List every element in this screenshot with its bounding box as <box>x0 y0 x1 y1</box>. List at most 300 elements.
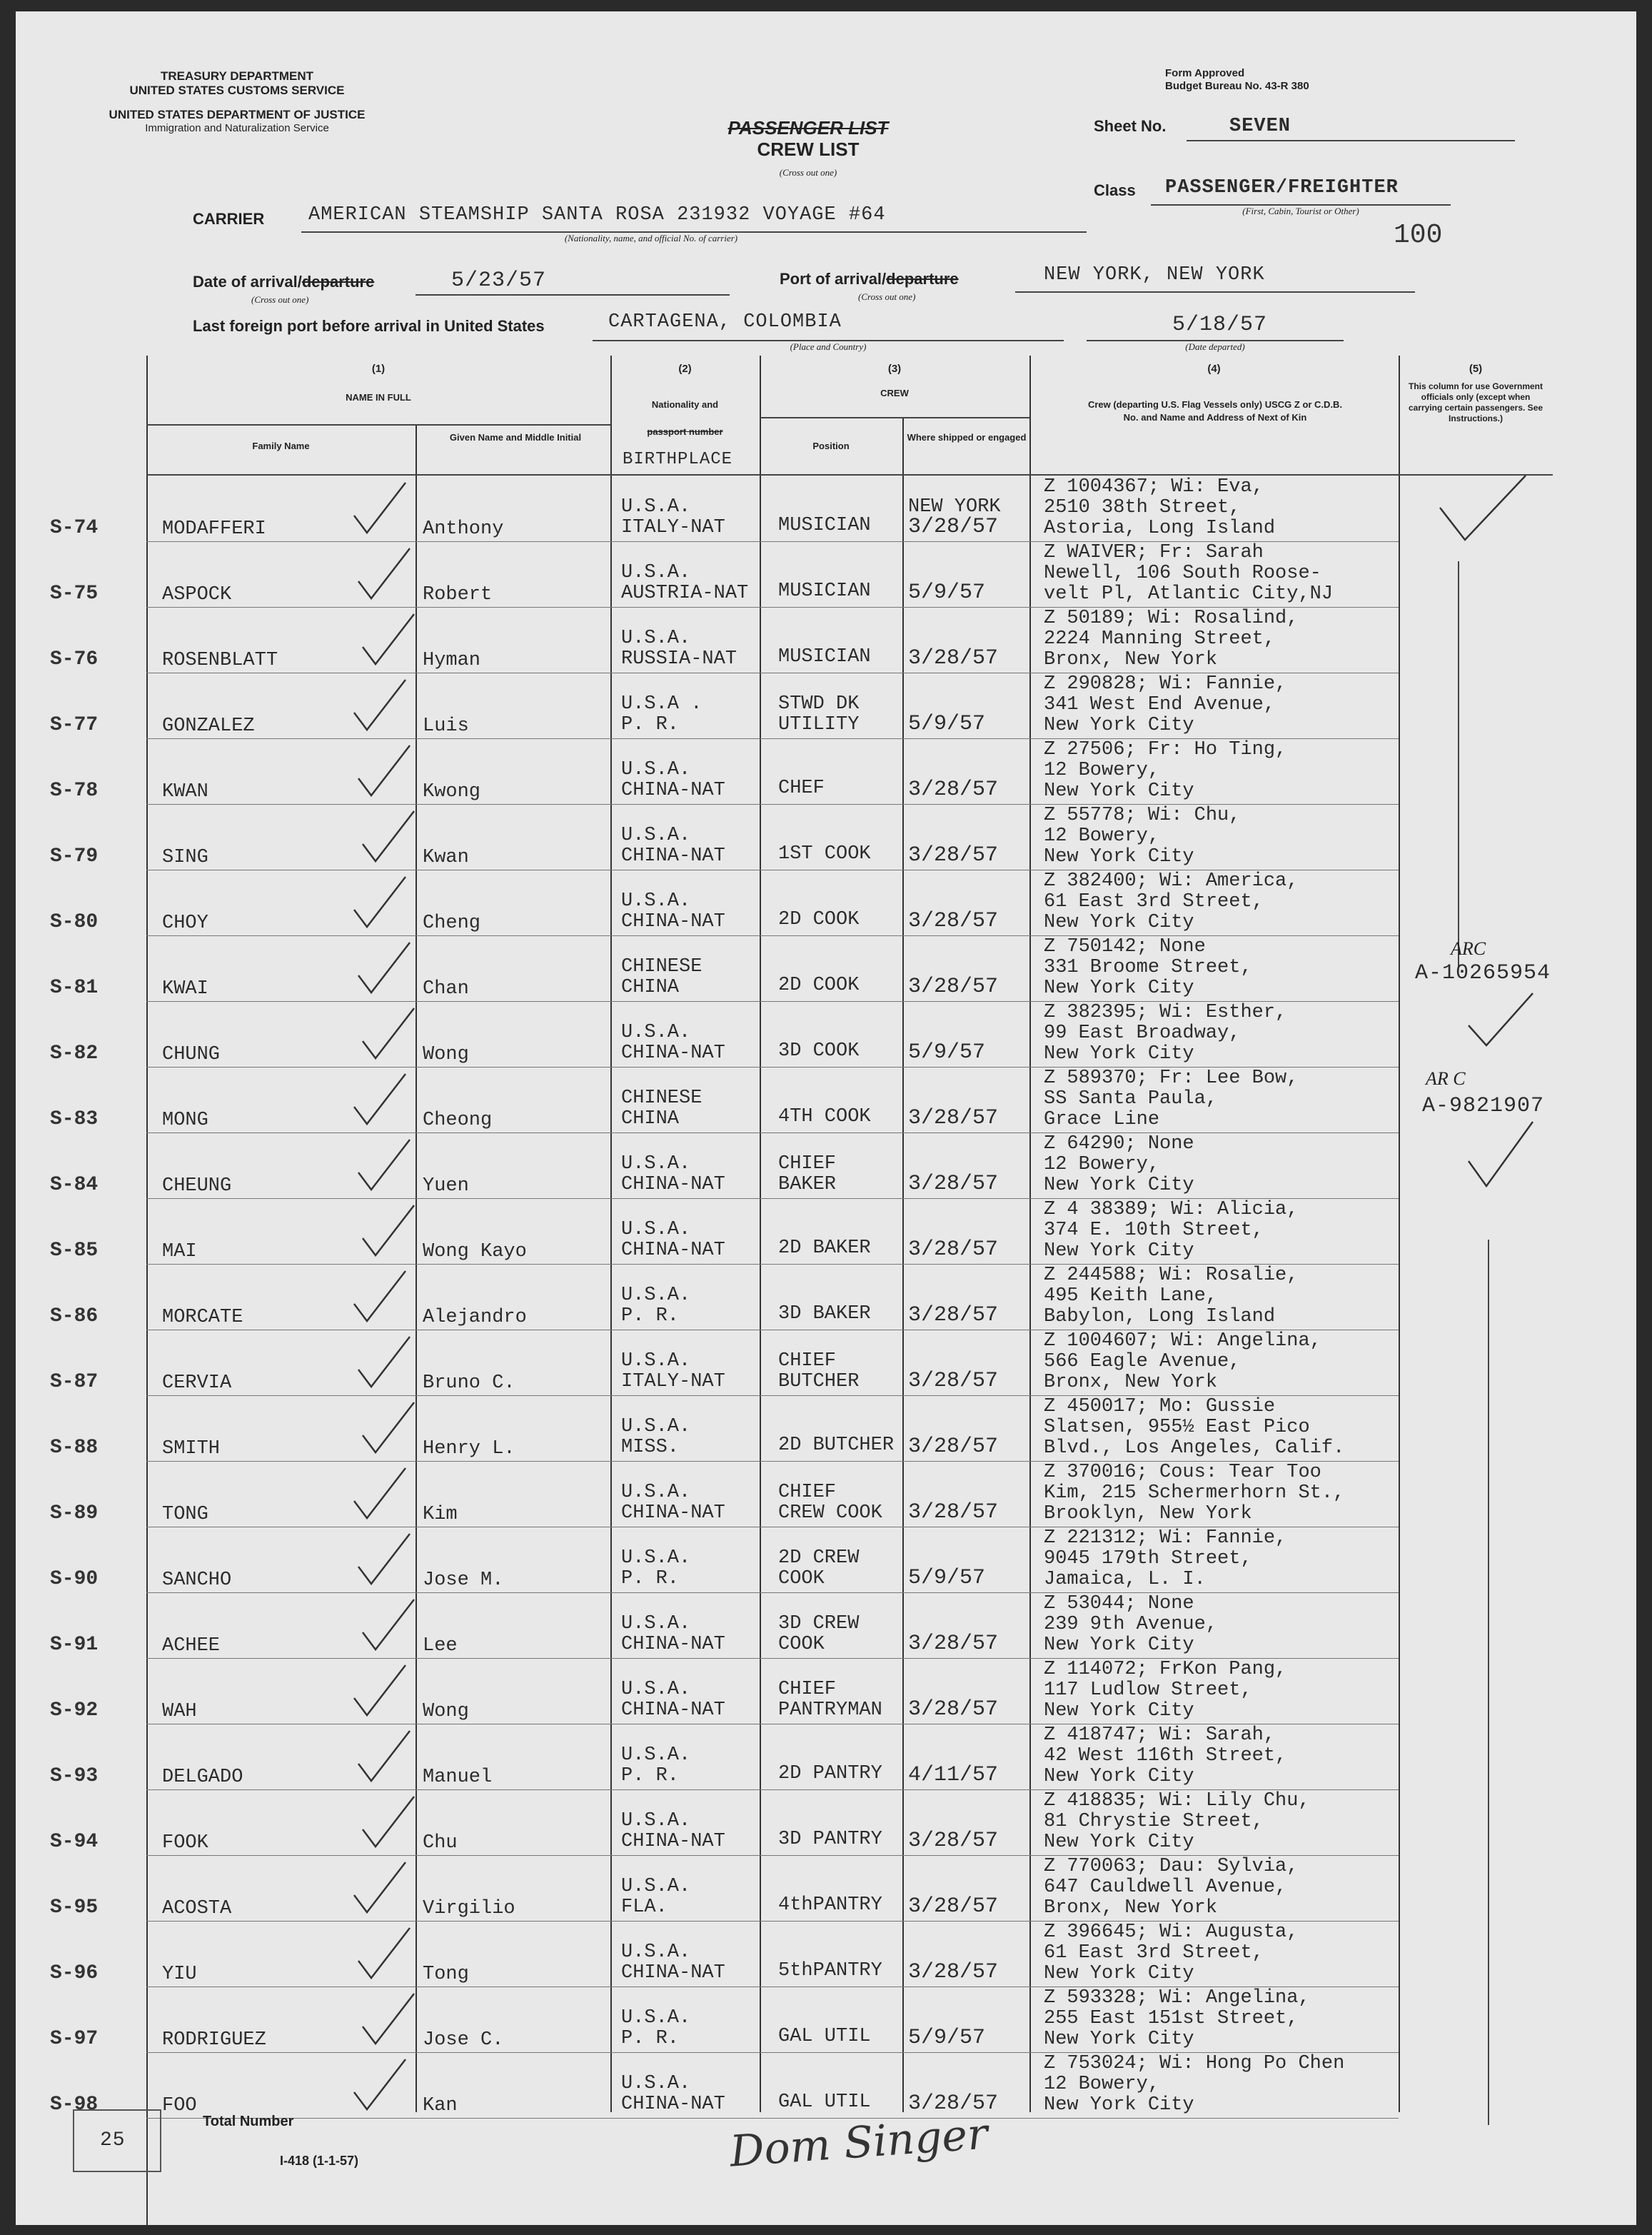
crew-serial-number: S-83 <box>50 1108 99 1130</box>
crew-row <box>16 1395 1636 1461</box>
where-line2: 3/28/57 <box>908 1894 999 1919</box>
check-mark-icon <box>351 2056 407 2112</box>
nationality-line2: CHINA-NAT <box>621 1634 725 1655</box>
next-of-kin-line2: 239 9th Avenue, <box>1044 1614 1218 1635</box>
crew-row <box>16 870 1636 935</box>
family-name: ROSENBLATT <box>162 650 278 671</box>
next-of-kin-line2: 255 East 151st Street, <box>1044 2008 1299 2029</box>
crew-row <box>16 1658 1636 1724</box>
given-name: Manuel <box>423 1767 493 1788</box>
crew-serial-number: S-85 <box>50 1240 99 1262</box>
crew-serial-number: S-74 <box>50 517 99 539</box>
col5-check-s84 <box>1465 1118 1536 1197</box>
next-of-kin-line2: 12 Bowery, <box>1044 1154 1160 1175</box>
next-of-kin-line1: Z 450017; Mo: Gussie <box>1044 1396 1276 1417</box>
nationality-line1: U.S.A. <box>621 1679 691 1700</box>
next-of-kin-line1: Z 753024; Wi: Hong Po Chen <box>1044 2053 1345 2074</box>
nationality-line1: U.S.A. <box>621 562 691 583</box>
crew-row <box>16 738 1636 804</box>
crew-row <box>16 1592 1636 1658</box>
crew-serial-number: S-77 <box>50 714 99 736</box>
position-line2: PANTRYMAN <box>778 1699 882 1721</box>
where-line2: 3/28/57 <box>908 515 999 539</box>
sheet-no-label: Sheet No. <box>1094 117 1167 135</box>
check-mark-icon <box>351 1662 407 1718</box>
nationality-line1: U.S.A. <box>621 1153 691 1175</box>
agency-customs: UNITED STATES CUSTOMS SERVICE <box>129 84 345 97</box>
position-line1: MUSICIAN <box>778 646 871 668</box>
next-of-kin-line3: New York City <box>1044 1832 1194 1853</box>
crew-row <box>16 1527 1636 1592</box>
nationality-line2: CHINA-NAT <box>621 1174 725 1195</box>
position-line2: UTILITY <box>778 714 860 735</box>
crew-row <box>16 607 1636 673</box>
family-name: KWAN <box>162 781 208 803</box>
check-mark-icon <box>356 940 411 995</box>
nationality-line2: CHINA-NAT <box>621 911 725 933</box>
given-name: Yuen <box>423 1175 469 1197</box>
next-of-kin-line1: Z 418835; Wi: Lily Chu, <box>1044 1790 1310 1812</box>
crew-serial-number: S-93 <box>50 1765 99 1787</box>
given-name: Chan <box>423 978 469 1000</box>
total-label: Total Number <box>203 2114 294 2129</box>
where-line2: 5/9/57 <box>908 1040 986 1065</box>
crew-row <box>16 1001 1636 1067</box>
nationality-line2: P. R. <box>621 714 680 735</box>
date-departed-note: (Date departed) <box>1185 341 1245 352</box>
next-of-kin-line1: Z 244588; Wi: Rosalie, <box>1044 1265 1299 1286</box>
next-of-kin-line2: Newell, 106 South Roose- <box>1044 563 1321 584</box>
given-name: Hyman <box>423 650 481 671</box>
nationality-line2: MISS. <box>621 1437 680 1458</box>
col1-title: NAME IN FULL <box>346 392 411 403</box>
position-line1: 2D BUTCHER <box>778 1435 895 1456</box>
position-line2: COOK <box>778 1568 825 1589</box>
crew-serial-number: S-79 <box>50 845 99 868</box>
next-of-kin-line3: New York City <box>1044 1963 1194 1984</box>
carrier-label: CARRIER <box>193 210 265 228</box>
family-name: SANCHO <box>162 1569 232 1591</box>
next-of-kin-line2: 61 East 3rd Street, <box>1044 891 1264 913</box>
nationality-line1: U.S.A. <box>621 1810 691 1832</box>
next-of-kin-line1: Z 114072; FrKon Pang, <box>1044 1659 1287 1680</box>
nationality-line2: FLA. <box>621 1897 668 1918</box>
family-name: MODAFFERI <box>162 518 266 540</box>
budget-bureau: Budget Bureau No. 43-R 380 <box>1165 80 1309 92</box>
next-of-kin-line2: 2224 Manning Street, <box>1044 628 1276 650</box>
nationality-line2: CHINA <box>621 1108 680 1130</box>
where-line2: 3/28/57 <box>908 1697 999 1722</box>
col5-title: This column for use Government officials only (except when carrying certain passengers. See Instructions.) <box>1408 381 1543 423</box>
next-of-kin-line3: Babylon, Long Island <box>1044 1306 1276 1327</box>
next-of-kin-line3: Blvd., Los Angeles, Calif. <box>1044 1437 1345 1459</box>
crew-row <box>16 476 1636 541</box>
next-of-kin-line2: Kim, 215 Schermerhorn St., <box>1044 1482 1345 1504</box>
nationality-line2: P. R. <box>621 2028 680 2049</box>
col5-check-s74 <box>1436 468 1529 554</box>
crew-serial-number: S-90 <box>50 1568 99 1590</box>
sheet-no-value: SEVEN <box>1229 116 1291 137</box>
next-of-kin-line2: 341 West End Avenue, <box>1044 694 1276 715</box>
passenger-list-struck-title: PASSENGER LIST <box>727 117 889 139</box>
next-of-kin-line2: 12 Bowery, <box>1044 760 1160 781</box>
next-of-kin-line2: 566 Eagle Avenue, <box>1044 1351 1241 1372</box>
position-line1: 5thPANTRY <box>778 1960 882 1982</box>
crew-row <box>16 935 1636 1001</box>
check-mark-icon <box>351 1465 407 1521</box>
given-name: Lee <box>423 1635 458 1657</box>
check-mark-icon <box>351 677 407 733</box>
given-name: Chu <box>423 1832 458 1854</box>
family-name: GONZALEZ <box>162 715 255 737</box>
next-of-kin-line3: Jamaica, L. I. <box>1044 1569 1206 1590</box>
next-of-kin-line3: velt Pl, Atlantic City,NJ <box>1044 583 1334 605</box>
family-name: CHOY <box>162 913 208 934</box>
position-line1: 2D CREW <box>778 1547 860 1569</box>
given-name: Kwong <box>423 781 481 803</box>
next-of-kin-line3: New York City <box>1044 780 1194 802</box>
nationality-line2: P. R. <box>621 1568 680 1589</box>
position-line1: CHIEF <box>778 1350 837 1372</box>
next-of-kin-line1: Z 593328; Wi: Angelina, <box>1044 1987 1310 2009</box>
position-line1: CHEF <box>778 778 825 799</box>
position-line1: 3D BAKER <box>778 1303 871 1325</box>
next-of-kin-line3: Brooklyn, New York <box>1044 1503 1252 1525</box>
check-mark-icon <box>360 1794 415 1849</box>
col5-check-s82 <box>1465 990 1536 1054</box>
where-line2: 5/9/57 <box>908 1566 986 1590</box>
position-line1: MUSICIAN <box>778 581 871 602</box>
nationality-line1: CHINESE <box>621 956 702 978</box>
next-of-kin-line3: New York City <box>1044 912 1194 933</box>
next-of-kin-line2: 647 Cauldwell Avenue, <box>1044 1877 1287 1898</box>
nationality-line2: P. R. <box>621 1765 680 1787</box>
col-family-name: Family Name <box>252 441 310 451</box>
next-of-kin-line1: Z 50189; Wi: Rosalind, <box>1044 608 1299 629</box>
position-line1: 2D PANTRY <box>778 1763 882 1784</box>
given-name: Bruno C. <box>423 1372 515 1394</box>
port-of-arrival-value: NEW YORK, NEW YORK <box>1044 264 1265 286</box>
crew-serial-number: S-76 <box>50 648 99 670</box>
s81-alien-number: A-10265954 <box>1415 961 1551 985</box>
where-line2: 5/9/57 <box>908 712 986 736</box>
next-of-kin-line1: Z 53044; None <box>1044 1593 1194 1614</box>
where-line2: 5/9/57 <box>908 2026 986 2050</box>
given-name: Kan <box>423 2095 458 2116</box>
col5-ditto-line-2 <box>1488 1240 1489 2125</box>
nationality-line1: U.S.A. <box>621 890 691 912</box>
crew-serial-number: S-80 <box>50 911 99 933</box>
where-line2: 3/28/57 <box>908 1237 999 1262</box>
crew-serial-number: S-88 <box>50 1437 99 1459</box>
check-mark-icon <box>351 1071 407 1127</box>
check-mark-icon <box>356 1925 411 1981</box>
next-of-kin-line2: 99 East Broadway, <box>1044 1023 1241 1044</box>
next-of-kin-line1: Z 4 38389; Wi: Alicia, <box>1044 1199 1299 1220</box>
crew-row <box>16 1987 1636 2052</box>
agency-treasury: TREASURY DEPARTMENT <box>160 69 314 83</box>
next-of-kin-line1: Z 770063; Dau: Sylvia, <box>1044 1856 1299 1877</box>
position-line1: STWD DK <box>778 693 860 715</box>
check-mark-icon <box>351 1859 407 1915</box>
col2-birthplace: BIRTHPLACE <box>623 450 733 469</box>
next-of-kin-line1: Z 418747; Wi: Sarah, <box>1044 1724 1276 1746</box>
given-name: Luis <box>423 715 469 737</box>
nationality-line1: U.S.A. <box>621 628 691 649</box>
next-of-kin-line1: Z 589370; Fr: Lee Bow, <box>1044 1068 1299 1089</box>
check-mark-icon <box>356 1137 411 1192</box>
position-line1: MUSICIAN <box>778 515 871 536</box>
check-mark-icon <box>360 1202 415 1258</box>
crew-row <box>16 1855 1636 1921</box>
given-name: Robert <box>423 584 493 606</box>
nationality-line1: U.S.A. <box>621 1613 691 1634</box>
nationality-line1: U.S.A. <box>621 2073 691 2094</box>
form-approved: Form Approved <box>1165 67 1245 79</box>
check-mark-icon <box>356 546 411 601</box>
crew-serial-number: S-91 <box>50 1634 99 1656</box>
next-of-kin-line1: Z 1004607; Wi: Angelina, <box>1044 1330 1321 1352</box>
position-line1: CHIEF <box>778 1482 837 1503</box>
next-of-kin-line2: 117 Ludlow Street, <box>1044 1679 1252 1701</box>
s81-handwritten-arc: ARC <box>1451 938 1486 959</box>
crew-list-form <box>16 11 1636 2225</box>
next-of-kin-line1: Z 382395; Wi: Esther, <box>1044 1002 1287 1023</box>
nationality-line1: U.S.A. <box>621 1942 691 1963</box>
position-line2: CREW COOK <box>778 1502 882 1524</box>
next-of-kin-line3: New York City <box>1044 1043 1194 1065</box>
next-of-kin-line3: Grace Line <box>1044 1109 1160 1130</box>
next-of-kin-line2: 12 Bowery, <box>1044 2074 1160 2095</box>
check-mark-icon <box>351 480 407 536</box>
next-of-kin-line1: Z 370016; Cous: Tear Too <box>1044 1462 1321 1483</box>
family-name: MONG <box>162 1110 208 1131</box>
col-where-shipped: Where shipped or engaged <box>907 432 1027 443</box>
col5-number: (5) <box>1469 363 1483 375</box>
next-of-kin-line2: 81 Chrystie Street, <box>1044 1811 1264 1832</box>
nationality-line2: CHINA-NAT <box>621 1962 725 1984</box>
check-mark-icon <box>360 808 415 864</box>
next-of-kin-line3: Bronx, New York <box>1044 649 1218 670</box>
check-mark-icon <box>356 1531 411 1587</box>
nationality-line1: U.S.A. <box>621 1416 691 1437</box>
crew-serial-number: S-94 <box>50 1831 99 1853</box>
where-line2: 3/28/57 <box>908 1172 999 1196</box>
agency-ins: Immigration and Naturalization Service <box>145 122 329 134</box>
next-of-kin-line3: New York City <box>1044 1766 1194 1787</box>
nationality-line2: CHINA-NAT <box>621 1043 725 1064</box>
next-of-kin-line3: New York City <box>1044 2094 1194 2116</box>
crew-row <box>16 1132 1636 1198</box>
next-of-kin-line2: 12 Bowery, <box>1044 825 1160 847</box>
given-name: Alejandro <box>423 1307 527 1328</box>
position-line1: 2D BAKER <box>778 1237 871 1259</box>
next-of-kin-line2: SS Santa Paula, <box>1044 1088 1218 1110</box>
check-mark-icon <box>356 743 411 798</box>
date-departed-value: 5/18/57 <box>1172 313 1268 337</box>
where-line1: NEW YORK <box>908 496 1001 518</box>
check-mark-icon <box>360 611 415 667</box>
family-name: DELGADO <box>162 1767 243 1788</box>
next-of-kin-line3: New York City <box>1044 1700 1194 1722</box>
next-of-kin-line1: Z 55778; Wi: Chu, <box>1044 805 1241 826</box>
nationality-line2: CHINA-NAT <box>621 1502 725 1524</box>
crew-row <box>16 1461 1636 1527</box>
col2-number: (2) <box>678 363 692 375</box>
given-name: Tong <box>423 1964 469 1985</box>
given-name: Jose M. <box>423 1569 504 1591</box>
where-line2: 3/28/57 <box>908 1632 999 1656</box>
crew-serial-number: S-78 <box>50 780 99 802</box>
crew-serial-number: S-86 <box>50 1305 99 1327</box>
check-mark-icon <box>356 1728 411 1784</box>
where-line2: 3/28/57 <box>908 778 999 802</box>
where-line2: 3/28/57 <box>908 1106 999 1130</box>
crew-serial-number: S-95 <box>50 1897 99 1919</box>
where-line2: 3/28/57 <box>908 1303 999 1327</box>
master-signature: Dom Singer <box>727 2109 989 2177</box>
next-of-kin-line2: 42 West 116th Street, <box>1044 1745 1287 1767</box>
port-of-arrival-label: Port of arrival/departure <box>780 270 959 288</box>
agency-justice: UNITED STATES DEPARTMENT OF JUSTICE <box>109 108 366 121</box>
crew-list-title: CREW LIST <box>757 139 860 160</box>
nationality-line1: U.S.A. <box>621 2007 691 2029</box>
position-line1: 2D COOK <box>778 909 860 930</box>
next-of-kin-line3: Bronx, New York <box>1044 1897 1218 1919</box>
next-of-kin-line2: 9045 179th Street, <box>1044 1548 1252 1569</box>
crew-serial-number: S-92 <box>50 1699 99 1722</box>
nationality-line1: U.S.A . <box>621 693 702 715</box>
given-name: Wong <box>423 1701 469 1722</box>
crew-row <box>16 673 1636 738</box>
crew-row <box>16 804 1636 870</box>
check-mark-icon <box>360 1991 415 2046</box>
given-name: Cheng <box>423 913 481 934</box>
where-line2: 3/28/57 <box>908 1500 999 1525</box>
nationality-line1: U.S.A. <box>621 1285 691 1306</box>
crew-serial-number: S-82 <box>50 1043 99 1065</box>
family-name: MAI <box>162 1241 197 1262</box>
crew-row <box>16 1067 1636 1132</box>
crew-serial-number: S-96 <box>50 1962 99 1984</box>
next-of-kin-line3: New York City <box>1044 846 1194 868</box>
family-name: SING <box>162 847 208 868</box>
position-line1: 4TH COOK <box>778 1106 871 1127</box>
next-of-kin-line1: Z 221312; Wi: Fannie, <box>1044 1527 1287 1549</box>
position-line1: 2D COOK <box>778 975 860 996</box>
crew-row <box>16 1330 1636 1395</box>
check-mark-icon <box>351 1268 407 1324</box>
next-of-kin-line1: Z 64290; None <box>1044 1133 1194 1155</box>
col2-struck: passport number <box>647 426 723 437</box>
crew-row <box>16 541 1636 607</box>
position-line2: BUTCHER <box>778 1371 860 1392</box>
family-name: CHUNG <box>162 1044 221 1065</box>
next-of-kin-line3: New York City <box>1044 978 1194 999</box>
nationality-line2: CHINA-NAT <box>621 845 725 867</box>
family-name: CERVIA <box>162 1372 232 1394</box>
last-foreign-port-value: CARTAGENA, COLOMBIA <box>608 311 842 333</box>
next-of-kin-line2: 331 Broome Street, <box>1044 957 1252 978</box>
family-name: FOOK <box>162 1832 208 1854</box>
port-cross-out-note: (Cross out one) <box>858 291 916 302</box>
given-name: Virgilio <box>423 1898 515 1919</box>
s83-alien-number: A-9821907 <box>1422 1094 1545 1118</box>
crew-row <box>16 2052 1636 2118</box>
nationality-line1: U.S.A. <box>621 825 691 846</box>
nationality-line1: U.S.A. <box>621 1547 691 1569</box>
position-line1: GAL UTIL <box>778 2091 871 2113</box>
carrier-note: (Nationality, name, and official No. of carrier) <box>564 233 738 243</box>
given-name: Kwan <box>423 847 469 868</box>
col5-ditto-line-1 <box>1458 561 1459 968</box>
family-name: MORCATE <box>162 1307 243 1328</box>
check-mark-icon <box>360 1400 415 1455</box>
col3-number: (3) <box>887 363 902 375</box>
col3-title: CREW <box>880 388 909 398</box>
crew-serial-number: S-84 <box>50 1174 99 1196</box>
date-of-arrival-label: Date of arrival/departure <box>193 273 375 291</box>
nationality-line2: CHINA-NAT <box>621 2094 725 2115</box>
next-of-kin-line2: 495 Keith Lane, <box>1044 1285 1218 1307</box>
last-port-note: (Place and Country) <box>790 341 867 352</box>
family-name: ACOSTA <box>162 1898 232 1919</box>
nationality-line2: CHINA-NAT <box>621 780 725 801</box>
where-line2: 3/28/57 <box>908 646 999 670</box>
next-of-kin-line1: Z 750142; None <box>1044 936 1206 958</box>
crew-serial-number: S-81 <box>50 977 99 999</box>
family-name: ASPOCK <box>162 584 232 606</box>
class-value: PASSENGER/FREIGHTER <box>1165 177 1399 199</box>
where-line2: 3/28/57 <box>908 1960 999 1984</box>
family-name: WAH <box>162 1701 197 1722</box>
position-line2: COOK <box>778 1634 825 1655</box>
position-line1: CHIEF <box>778 1153 837 1175</box>
crew-serial-number: S-97 <box>50 2028 99 2050</box>
nationality-line1: U.S.A. <box>621 1744 691 1766</box>
nationality-line2: ITALY-NAT <box>621 517 725 538</box>
form-number: I-418 (1-1-57) <box>280 2154 359 2168</box>
nationality-line2: CHINA-NAT <box>621 1831 725 1852</box>
nationality-line2: P. R. <box>621 1305 680 1327</box>
where-line2: 5/9/57 <box>908 581 986 605</box>
s83-handwritten-arc: AR C <box>1426 1068 1466 1089</box>
next-of-kin-line3: New York City <box>1044 1240 1194 1262</box>
crew-row <box>16 1264 1636 1330</box>
family-name: ACHEE <box>162 1635 221 1657</box>
page-number: 100 <box>1394 220 1443 251</box>
col-position: Position <box>812 441 850 451</box>
col1-number: (1) <box>371 363 386 375</box>
where-line2: 3/28/57 <box>908 1369 999 1393</box>
date-of-arrival-value: 5/23/57 <box>451 268 547 293</box>
position-line1: 3D CREW <box>778 1613 860 1634</box>
row-divider <box>146 2118 1399 2119</box>
total-value: 25 <box>100 2129 126 2151</box>
crew-serial-number: S-98 <box>50 2094 99 2116</box>
nationality-line1: U.S.A. <box>621 1022 691 1043</box>
crew-row <box>16 1198 1636 1264</box>
class-note: (First, Cabin, Tourist or Other) <box>1242 206 1359 216</box>
check-mark-icon <box>351 874 407 930</box>
date-cross-out-note: (Cross out one) <box>251 294 309 305</box>
next-of-kin-line2: Slatsen, 955½ East Pico <box>1044 1417 1310 1438</box>
nationality-line2: CHINA-NAT <box>621 1240 725 1261</box>
where-line2: 3/28/57 <box>908 975 999 999</box>
nationality-line1: U.S.A. <box>621 1350 691 1372</box>
next-of-kin-line2: 374 E. 10th Street, <box>1044 1220 1264 1241</box>
family-name: TONG <box>162 1504 208 1525</box>
